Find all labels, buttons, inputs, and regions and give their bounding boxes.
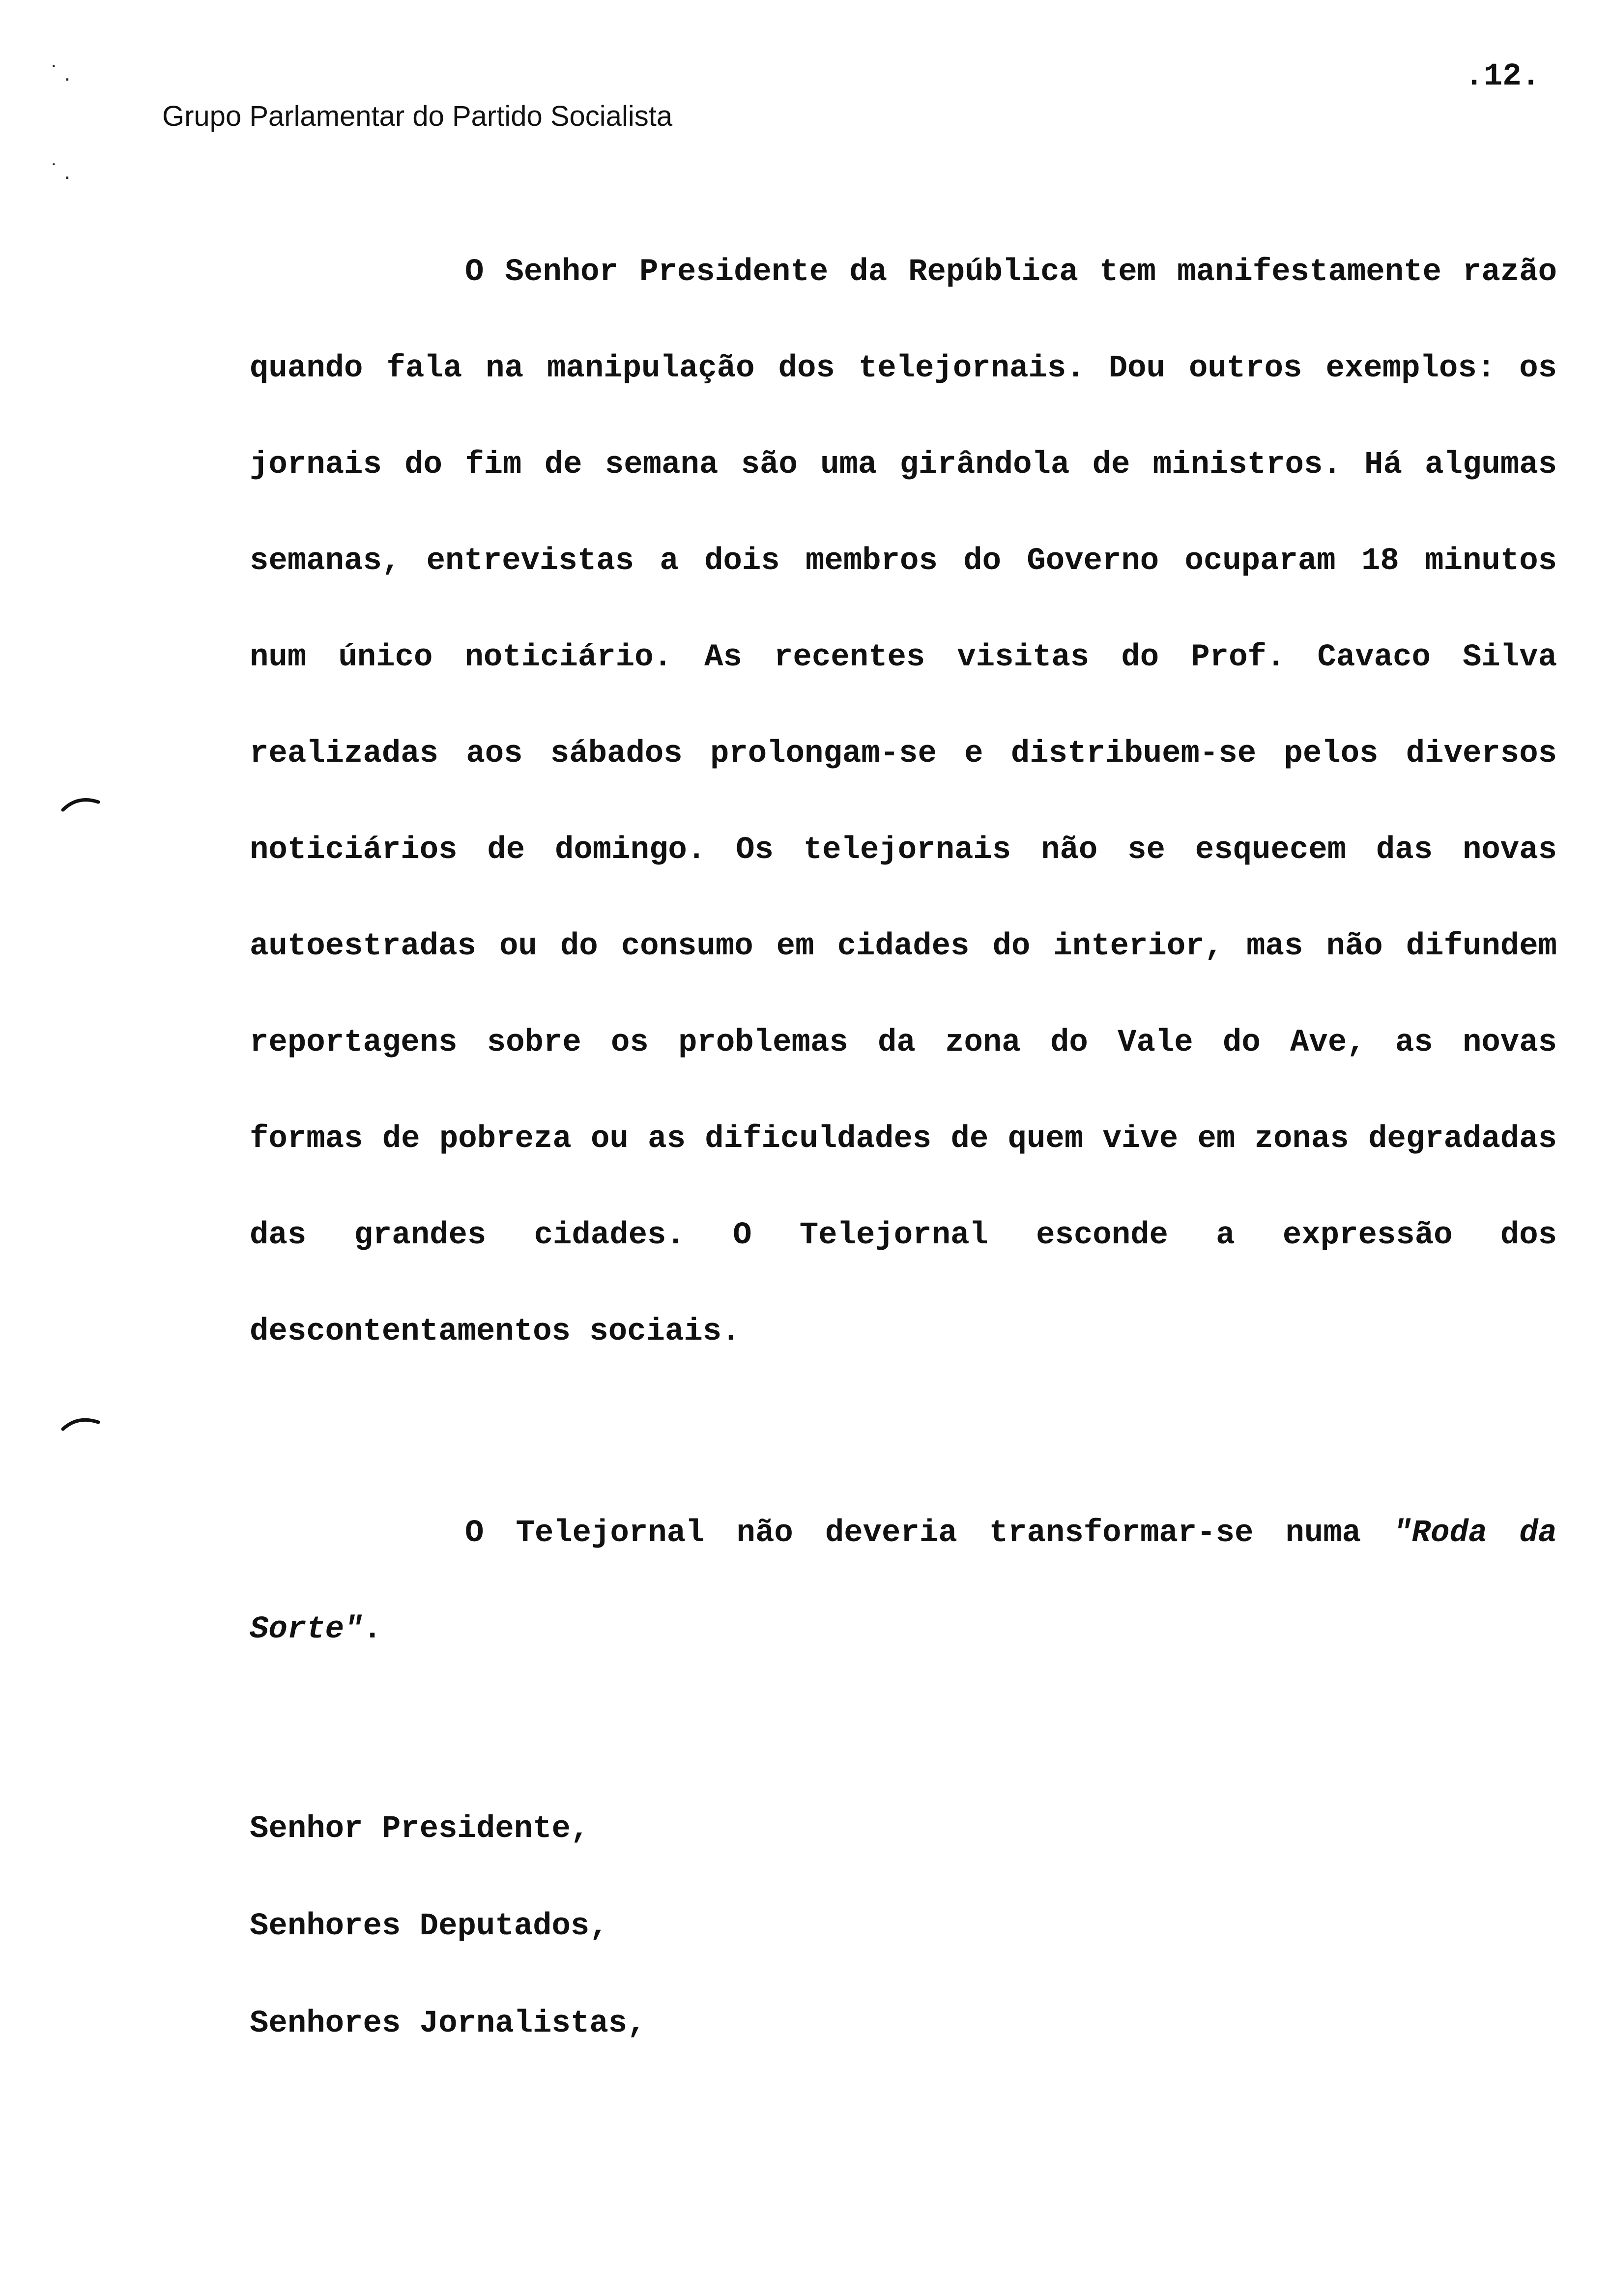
paragraph-text: O Telejornal não deveria transformar-se numa <box>465 1516 1393 1551</box>
scan-mark: ˙ . <box>51 61 71 86</box>
greeting-line: Senhores Jornalistas, <box>250 2006 646 2041</box>
page-number: .12. <box>1465 59 1540 94</box>
letterhead: Grupo Parlamentar do Partido Socialista <box>162 100 673 132</box>
paragraph <box>250 1485 1557 1678</box>
paragraph: O Senhor Presidente da República tem manifestamente razão quando fala na manipulação dos telejornais. Dou outros exemplos: os jornais do fim de semana são uma girândola de ministros. Há algumas semanas, entrevistas a dois membros do Governo ocuparam 18 minutos num único noticiário. As recentes visitas do Prof. Cavaco Silva realizadas aos sábados prolongam-se e distribuem-se pelos diversos noticiários de domingo. Os telejornais não se esquecem das novas autoestradas ou do consumo em cidades do interior, mas não difundem reportagens sobre os problemas da zona do Vale do Ave, as novas formas de pobreza ou as dificuldades de quem vive em zonas degradadas das grandes cidades. O Telejornal esconde a expressão dos descontentamentos sociais. <box>250 255 1557 1349</box>
greeting-line: Senhores Deputados, <box>250 1909 608 1944</box>
paragraph-end: . <box>363 1612 382 1647</box>
greeting-line: Senhor Presidente, <box>250 1811 590 1847</box>
scan-mark: ˙ . <box>51 160 71 184</box>
punch-hole-mark <box>58 1410 102 1435</box>
punch-hole-mark <box>58 791 102 816</box>
quoted-title: "Roda da Sorte" <box>250 1516 1557 1647</box>
